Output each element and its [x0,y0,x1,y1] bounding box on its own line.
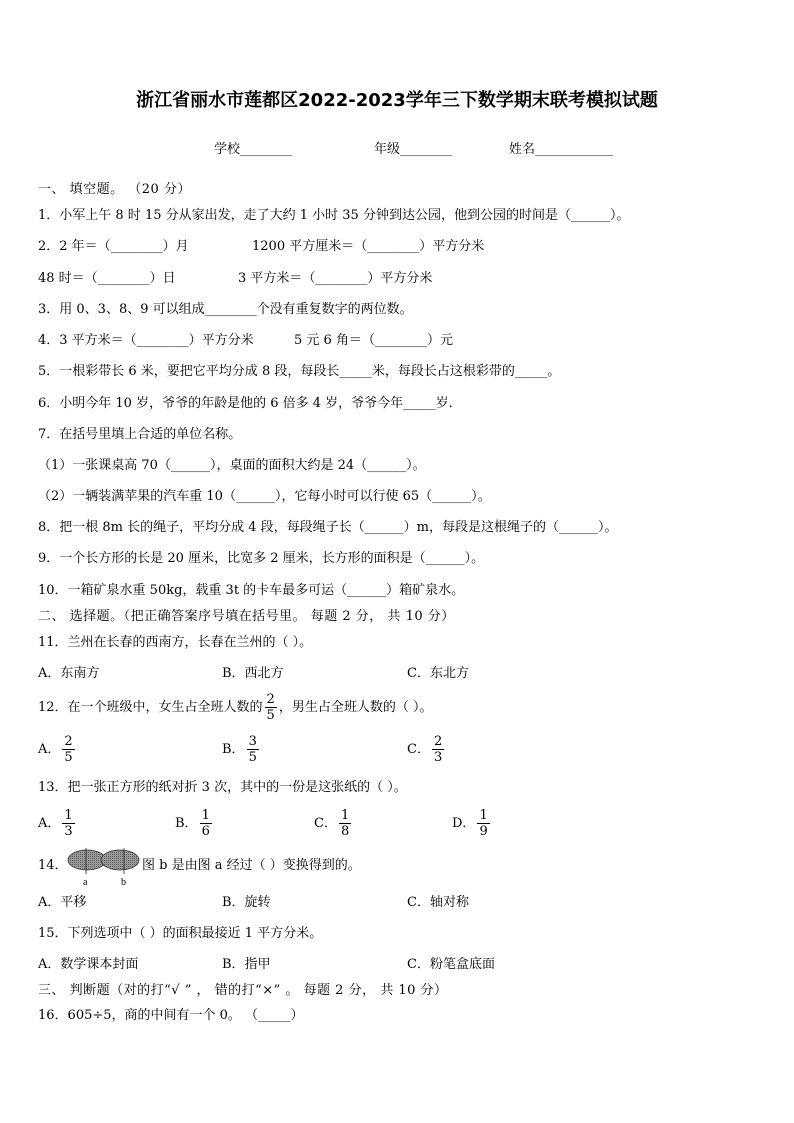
q15-option-a: A．数学课本封面 [38,957,139,972]
q11-option-b: B．西北方 [222,666,284,681]
q13-option-a [38,808,77,839]
grade-field: 年级________ [374,142,453,157]
q14-option-c: C．轴对称 [407,895,469,910]
q14-option-b: B．旋转 [222,895,271,910]
question-4b: 5 元 6 角＝（________）元 [294,333,453,348]
q12-option-a [38,734,77,765]
q13-option-a-num: 1 [64,808,73,823]
question-11: 11．兰州在长春的西南方，长春在兰州的（ ）。 [38,635,313,650]
q11-option-c: C．东北方 [407,666,469,681]
question-10: 10．一箱矿泉水重 50kg，载重 3t 的卡车最多可运（______）箱矿泉水。 [38,583,465,598]
q13-option-d-num: 1 [479,808,488,823]
question-4a: 4．3 平方米＝（________）平方分米 [38,333,254,348]
question-16: 16．605÷5，商的中间有一个 0。 （_____） [38,1008,304,1023]
q12-option-b-label: B． [222,741,245,757]
q12-fraction-num: 2 [266,692,275,707]
section-3-heading: 三、 判断题（对的打“√ ” ， 错的打“×” 。 每题 2 分， 共 10 分） [38,983,448,998]
q13-option-c-den: 8 [340,824,350,839]
question-12 [38,692,432,723]
q13-option-d-label: D． [452,815,476,831]
question-8: 8．把一根 8m 长的绳子，平均分成 4 段，每段绳子长（______）m，每段是这根绳子的（______）。 [38,520,618,535]
question-2c: 48 时＝（________）日 [38,271,176,286]
q13-option-a-label: A． [38,815,61,831]
q13-option-c-label: C． [314,815,337,831]
q13-option-b-label: B． [175,815,198,831]
q12-option-b-num: 3 [248,734,257,749]
label-a: a [83,877,88,888]
page-title: 浙江省丽水市莲都区2022-2023学年三下数学期末联考模拟试题 [136,90,658,111]
question-7-2: （2）一辆装满苹果的汽车重 10（______），它每小时可以行使 65（______）。 [38,489,491,504]
q13-option-c [314,808,353,839]
q15-option-b: B．指甲 [222,957,271,972]
question-13: 13．把一张正方形的纸对折 3 次，其中的一份是这张纸的（ ）。 [38,780,407,795]
q14-option-a: A．平移 [38,895,87,910]
school-field: 学校________ [214,142,293,157]
question-14-text: 图 b 是由图 a 经过（ ）变换得到的。 [142,858,361,873]
question-3: 3．用 0、3、8、9 可以组成________个没有重复数字的两位数。 [38,302,413,317]
q12-text-after: ，男生占全班人数的（ ）。 [278,699,433,715]
shape-a [68,848,106,874]
q12-option-c-label: C． [407,741,430,757]
question-15: 15．下列选项中（ ）的面积最接近 1 平方分米。 [38,926,323,941]
section-1-heading: 一、 填空题。 （20 分） [38,182,191,197]
question-7: 7．在括号里填上合适的单位名称。 [38,427,242,442]
q13-option-a-den: 3 [64,824,73,839]
section-2-heading: 二、 选择题。（把正确答案序号填在括号里。 每题 2 分， 共 10 分） [38,609,455,624]
q12-option-a-den: 5 [64,750,73,765]
q12-text-before: 12．在一个班级中，女生占全班人数的 [38,699,263,715]
q15-option-c: C．粉笔盒底面 [407,957,495,972]
q12-option-c-num: 2 [433,734,443,749]
q12-option-a-num: 2 [64,734,73,749]
q12-option-c-den: 3 [433,750,443,765]
q13-option-d-den: 9 [479,824,488,839]
question-7-1: （1）一张课桌高 70（______），桌面的面积大约是 24（______）。 [38,458,426,473]
question-2b: 1200 平方厘米＝（________）平方分米 [252,239,485,254]
q13-option-b-num: 1 [201,808,210,823]
question-14-number: 14． [38,858,68,873]
question-9: 9．一个长方形的长是 20 厘米，比宽多 2 厘米，长方形的面积是（______）。 [38,551,485,566]
question-6: 6．小明今年 10 岁，爷爷的年龄是他的 6 倍多 4 岁，爷爷今年_____岁． [38,396,462,411]
question-2a: 2．2 年＝（________）月 [38,239,189,254]
name-field: 姓名____________ [509,142,614,157]
shape-b [101,848,139,874]
q11-option-a: A．东南方 [38,666,100,681]
label-b: b [121,877,126,888]
question-1: 1．小军上午 8 时 15 分从家出发，走了大约 1 小时 35 分钟到达公园，他到公园的时间是（______）。 [38,208,630,223]
question-2d: 3 平方米＝（________）平方分米 [238,271,433,286]
q12-option-b-den: 5 [248,750,257,765]
q13-option-d [452,808,492,839]
q13-option-c-num: 1 [340,808,350,823]
q13-option-b [175,808,214,839]
q14-figure [64,846,144,888]
question-5: 5．一根彩带长 6 米，要把它平均分成 8 段，每段长_____米，每段长占这根彩带的_____。 [38,364,561,379]
q12-fraction [265,692,277,723]
q12-fraction-den: 5 [266,708,275,723]
q12-option-a-label: A． [38,741,61,757]
q12-option-b [222,734,261,765]
q12-option-c [407,734,446,765]
q13-option-b-den: 6 [201,824,210,839]
